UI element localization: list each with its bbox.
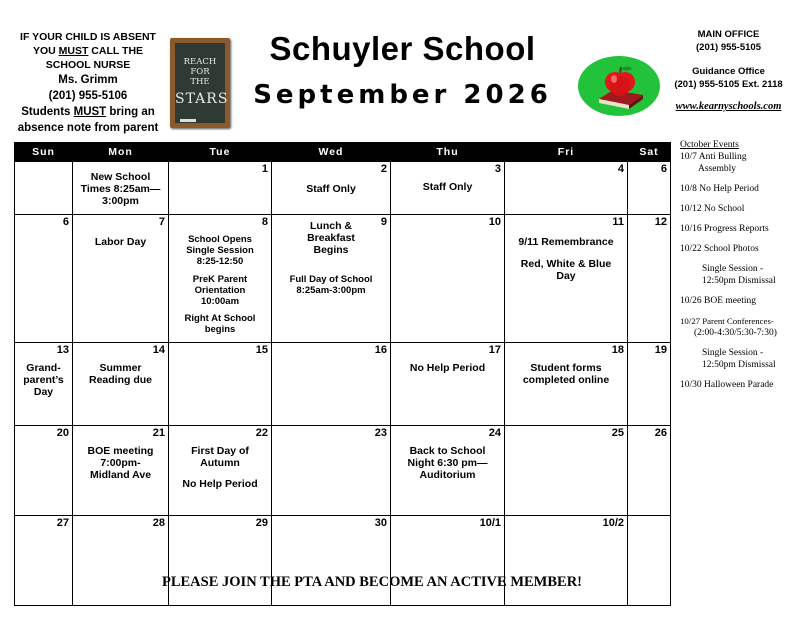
day-cell bbox=[628, 516, 671, 606]
day-number: 14 bbox=[152, 344, 165, 356]
october-item: 10/27 Parent Conferences- bbox=[680, 316, 774, 326]
october-item: 10/7 Anti Bulling bbox=[680, 152, 747, 162]
day-cell bbox=[628, 343, 671, 426]
main-office-phone: (201) 955-5105 bbox=[696, 42, 761, 53]
day-number: 6 bbox=[660, 163, 667, 175]
weekday-label: Sun bbox=[15, 143, 73, 162]
day-number: 26 bbox=[654, 427, 667, 439]
day-number: 9 bbox=[380, 216, 387, 228]
event-text: New School Times 8:25am—3:00pm bbox=[80, 171, 161, 207]
event-text: BOE meeting 7:00pm-Midland Ave bbox=[87, 445, 154, 481]
day-cell bbox=[15, 215, 73, 343]
day-cell bbox=[391, 215, 505, 343]
event-text: Staff Only bbox=[422, 181, 473, 193]
event-text: Labor Day bbox=[94, 236, 147, 248]
weekday-header bbox=[15, 143, 671, 162]
notice-line: YOU MUST CALL THE bbox=[32, 45, 144, 57]
apple-book-icon bbox=[577, 55, 662, 117]
event-text: First Day of Autumn bbox=[191, 445, 249, 469]
day-cell bbox=[272, 426, 391, 516]
week-row bbox=[15, 343, 671, 426]
day-cell bbox=[628, 215, 671, 343]
day-number: 28 bbox=[152, 517, 165, 529]
october-item: Assembly bbox=[698, 164, 736, 174]
october-item: 10/12 No School bbox=[680, 204, 745, 214]
weekday-label: Thu bbox=[391, 143, 505, 162]
day-cell bbox=[272, 343, 391, 426]
page-title: Schuyler School bbox=[269, 30, 536, 67]
day-cell bbox=[73, 215, 169, 343]
event-text: Right At School begins bbox=[184, 313, 256, 335]
day-cell bbox=[505, 343, 628, 426]
day-number: 12 bbox=[654, 216, 667, 228]
event-text: No Help Period bbox=[182, 478, 258, 490]
event-text: No Help Period bbox=[409, 362, 486, 374]
chalkboard-image: REACH FOR THE STARS bbox=[170, 38, 230, 128]
day-cell bbox=[628, 162, 671, 215]
day-number: 1 bbox=[261, 163, 268, 175]
day-number: 22 bbox=[255, 427, 268, 439]
notice-line: Students MUST bring an bbox=[21, 106, 155, 118]
october-item: 12:50pm Dismissal bbox=[702, 360, 776, 370]
day-number: 17 bbox=[488, 344, 501, 356]
day-cell bbox=[169, 343, 272, 426]
october-item: 10/22 School Photos bbox=[680, 244, 759, 254]
event-text: 9/11 Remembrance bbox=[518, 236, 614, 248]
day-cell bbox=[169, 426, 272, 516]
guidance-phone: (201) 955-5105 Ext. 2118 bbox=[674, 79, 783, 90]
day-cell bbox=[73, 343, 169, 426]
event-text: Back to School Night 6:30 pm—Auditorium bbox=[407, 445, 488, 481]
day-number: 25 bbox=[611, 427, 624, 439]
notice-line: IF YOUR CHILD IS ABSENT bbox=[20, 31, 156, 43]
website-link[interactable]: www.kearnyschools.com bbox=[675, 101, 782, 112]
day-cell bbox=[15, 426, 73, 516]
day-cell bbox=[73, 516, 169, 606]
event-text: Grand-parent’s Day bbox=[23, 362, 64, 398]
day-number: 30 bbox=[374, 517, 387, 529]
day-cell bbox=[15, 162, 73, 215]
day-cell bbox=[73, 426, 169, 516]
weekday-label: Tue bbox=[169, 143, 272, 162]
day-cell bbox=[272, 162, 391, 215]
nurse-name: Ms. Grimm bbox=[58, 74, 118, 86]
week-row bbox=[15, 426, 671, 516]
october-item: 10/26 BOE meeting bbox=[680, 296, 756, 306]
day-cell bbox=[169, 162, 272, 215]
day-number: 2 bbox=[380, 163, 387, 175]
day-number: 10 bbox=[488, 216, 501, 228]
october-item: 12:50pm Dismissal bbox=[702, 276, 776, 286]
weekday-label: Sat bbox=[628, 143, 671, 162]
day-number: 16 bbox=[374, 344, 387, 356]
october-item: 10/8 No Help Period bbox=[680, 184, 759, 194]
day-cell bbox=[272, 516, 391, 606]
day-number: 3 bbox=[494, 163, 501, 175]
day-cell bbox=[628, 426, 671, 516]
day-number: 15 bbox=[255, 344, 268, 356]
weekday-label: Mon bbox=[73, 143, 169, 162]
day-cell bbox=[169, 215, 272, 343]
october-item: Single Session - bbox=[702, 264, 764, 274]
week-row bbox=[15, 162, 671, 215]
day-cell bbox=[505, 516, 628, 606]
october-item: Single Session - bbox=[702, 348, 764, 358]
day-number: 8 bbox=[261, 216, 268, 228]
guidance-label: Guidance Office bbox=[692, 66, 765, 77]
week-row bbox=[15, 215, 671, 343]
october-title: October Events bbox=[680, 140, 739, 150]
event-text: Student forms completed online bbox=[522, 362, 610, 386]
day-number: 20 bbox=[56, 427, 69, 439]
day-number: 4 bbox=[617, 163, 624, 175]
day-number: 11 bbox=[612, 216, 624, 228]
event-text: Red, White & Blue Day bbox=[520, 258, 612, 282]
october-item: 10/30 Halloween Parade bbox=[680, 380, 774, 390]
october-events bbox=[680, 139, 798, 391]
day-cell bbox=[15, 516, 73, 606]
day-number: 27 bbox=[56, 517, 69, 529]
day-number: 10/1 bbox=[479, 517, 501, 529]
day-number: 19 bbox=[654, 344, 667, 356]
day-cell bbox=[505, 162, 628, 215]
day-number: 23 bbox=[374, 427, 387, 439]
week-row bbox=[15, 516, 671, 606]
day-number: 10/2 bbox=[602, 517, 624, 529]
day-cell bbox=[391, 343, 505, 426]
day-number: 29 bbox=[255, 517, 268, 529]
day-cell bbox=[169, 516, 272, 606]
calendar-grid bbox=[14, 142, 671, 606]
absence-notice bbox=[14, 30, 162, 136]
day-cell bbox=[272, 215, 391, 343]
notice-line: absence note from parent bbox=[17, 122, 159, 134]
pta-banner: PLEASE JOIN THE PTA AND BECOME AN ACTIVE MEMBER! bbox=[161, 574, 583, 590]
day-cell bbox=[391, 162, 505, 215]
event-text: School Opens Single Session 8:25-12:50 bbox=[186, 234, 254, 267]
day-cell bbox=[505, 215, 628, 343]
event-text: Lunch & Breakfast Begins bbox=[307, 220, 355, 256]
october-item: 10/16 Progress Reports bbox=[680, 224, 769, 234]
weekday-label: Wed bbox=[272, 143, 391, 162]
day-cell bbox=[15, 343, 73, 426]
nurse-phone: (201) 955-5106 bbox=[48, 90, 128, 102]
contact-info bbox=[665, 28, 792, 113]
main-office-label: MAIN OFFICE bbox=[697, 29, 760, 40]
day-cell bbox=[505, 426, 628, 516]
day-cell bbox=[391, 426, 505, 516]
day-cell bbox=[391, 516, 505, 606]
event-text: Staff Only bbox=[306, 183, 356, 195]
weekday-label: Fri bbox=[505, 143, 628, 162]
day-number: 24 bbox=[488, 427, 501, 439]
day-number: 13 bbox=[56, 344, 69, 356]
event-text: PreK Parent Orientation 10:00am bbox=[192, 274, 248, 307]
event-text: Full Day of School 8:25am-3:00pm bbox=[289, 274, 373, 296]
day-number: 6 bbox=[62, 216, 69, 228]
day-cell bbox=[73, 162, 169, 215]
day-number: 21 bbox=[152, 427, 165, 439]
day-number: 18 bbox=[611, 344, 624, 356]
notice-line: SCHOOL NURSE bbox=[45, 59, 131, 71]
day-number: 7 bbox=[158, 216, 165, 228]
event-text: Summer Reading due bbox=[88, 362, 152, 386]
month-title: September 2026 bbox=[253, 80, 552, 110]
october-item: (2:00-4:30/5:30-7:30) bbox=[694, 328, 777, 338]
